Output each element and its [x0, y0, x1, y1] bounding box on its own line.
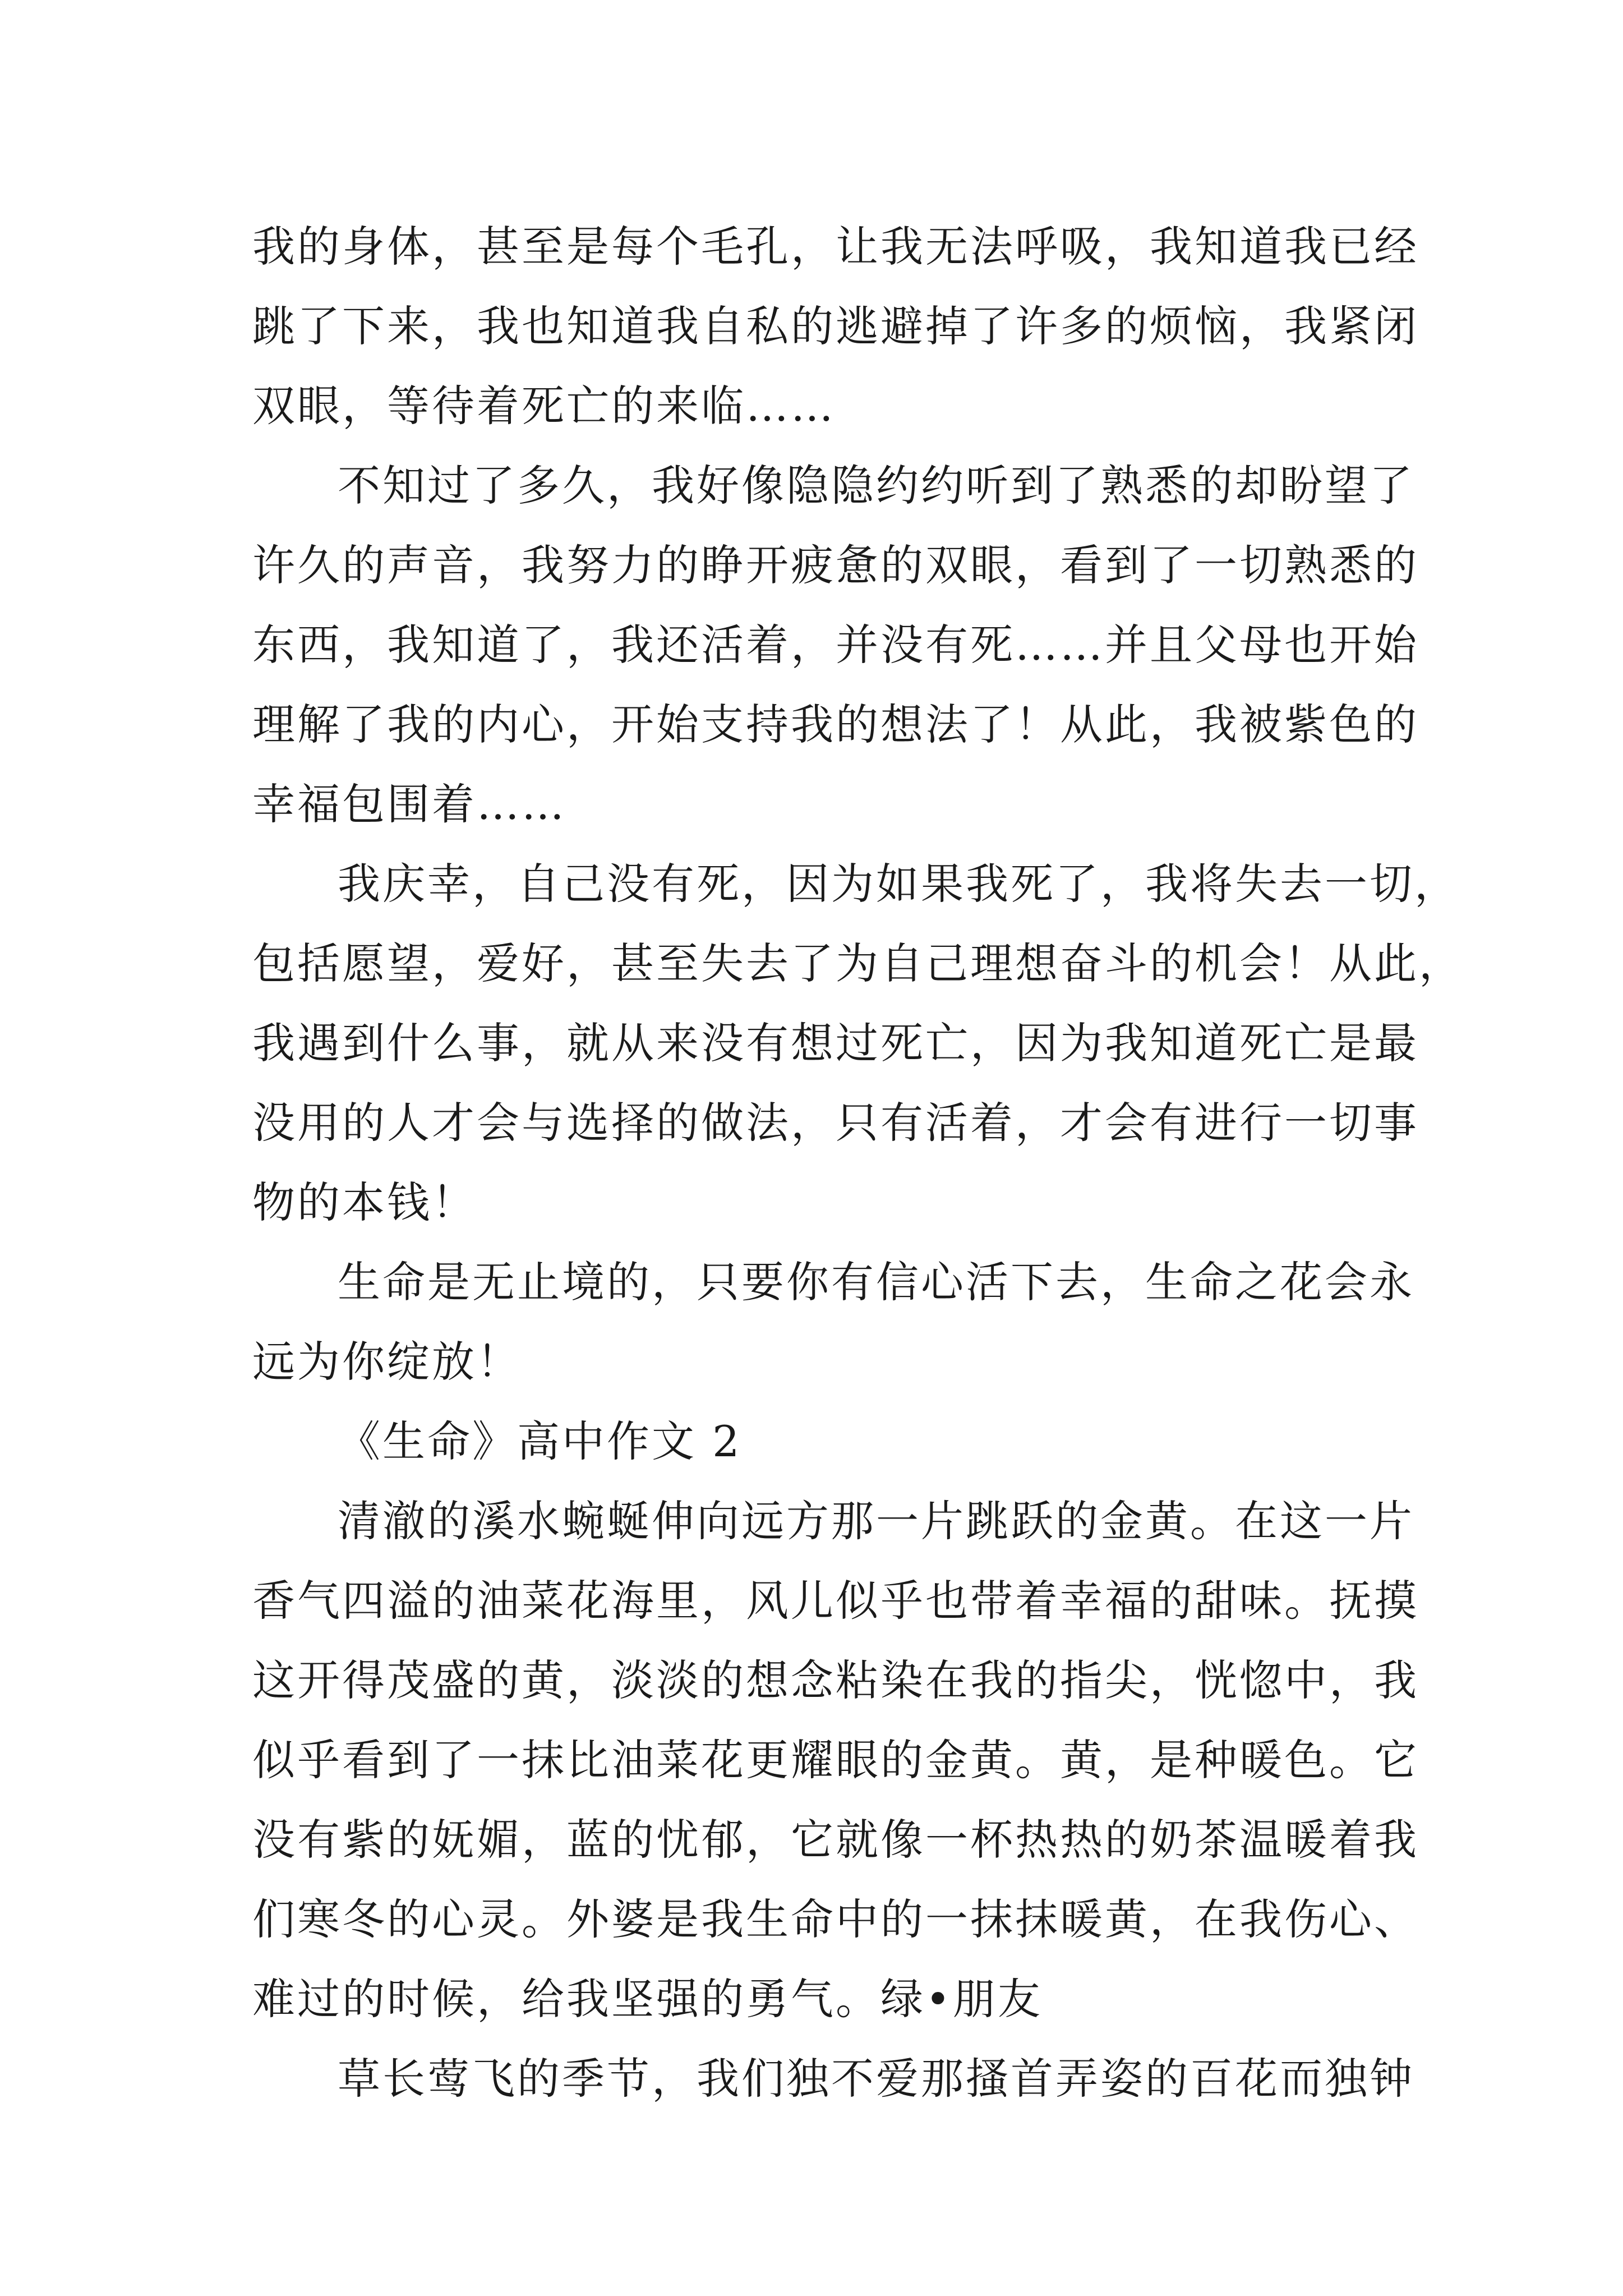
text-line: 物的本钱！: [252, 1177, 477, 1227]
text-line: 理解了我的内心，开始支持我的想法了！从此，我被紫色的: [252, 700, 1419, 749]
paragraph-start-line: 生命是无止境的，只要你有信心活下去，生命之花会永: [338, 1257, 1414, 1307]
text-line: 东西，我知道了，我还活着，并没有死……并且父母也开始: [252, 620, 1419, 670]
text-line: 这开得茂盛的黄，淡淡的想念粘染在我的指尖，恍惚中，我: [252, 1655, 1419, 1705]
paragraph-start-line: 草长莺飞的季节，我们独不爱那搔首弄姿的百花而独钟: [338, 2054, 1414, 2104]
text-line: 我遇到什么事，就从来没有想过死亡，因为我知道死亡是最: [252, 1018, 1419, 1068]
section-heading: 《生命》高中作文 2: [338, 1416, 742, 1466]
text-line: 包括愿望，爱好，甚至失去了为自己理想奋斗的机会！从此，: [252, 938, 1464, 988]
text-line: 们寒冬的心灵。外婆是我生命中的一抹抹暖黄，在我伤心、: [252, 1894, 1419, 1944]
text-line: 幸福包围着……: [252, 779, 566, 829]
text-line: 远为你绽放！: [252, 1337, 522, 1387]
text-line: 我的身体，甚至是每个毛孔，让我无法呼吸，我知道我已经: [252, 222, 1419, 272]
paragraph-start-line: 我庆幸，自己没有死，因为如果我死了，我将失去一切，: [338, 859, 1459, 909]
text-line: 难过的时候，给我坚强的勇气。绿•朋友: [252, 1974, 1043, 2024]
paragraph-start-line: 清澈的溪水蜿蜒伸向远方那一片跳跃的金黄。在这一片: [338, 1496, 1414, 1546]
text-line: 香气四溢的油菜花海里，风儿似乎也带着幸福的甜味。抚摸: [252, 1576, 1419, 1626]
text-line: 双眼，等待着死亡的来临……: [252, 381, 836, 431]
text-line: 似乎看到了一抹比油菜花更耀眼的金黄。黄，是种暖色。它: [252, 1735, 1419, 1785]
text-line: 没用的人才会与选择的做法，只有活着，才会有进行一切事: [252, 1098, 1419, 1148]
text-line: 许久的声音，我努力的睁开疲惫的双眼，看到了一切熟悉的: [252, 540, 1419, 590]
text-line: 没有紫的妩媚，蓝的忧郁，它就像一杯热热的奶茶温暖着我: [252, 1815, 1419, 1865]
paragraph-start-line: 不知过了多久，我好像隐隐约约听到了熟悉的却盼望了: [338, 461, 1414, 510]
text-line: 跳了下来，我也知道我自私的逃避掉了许多的烦恼，我紧闭: [252, 301, 1419, 351]
